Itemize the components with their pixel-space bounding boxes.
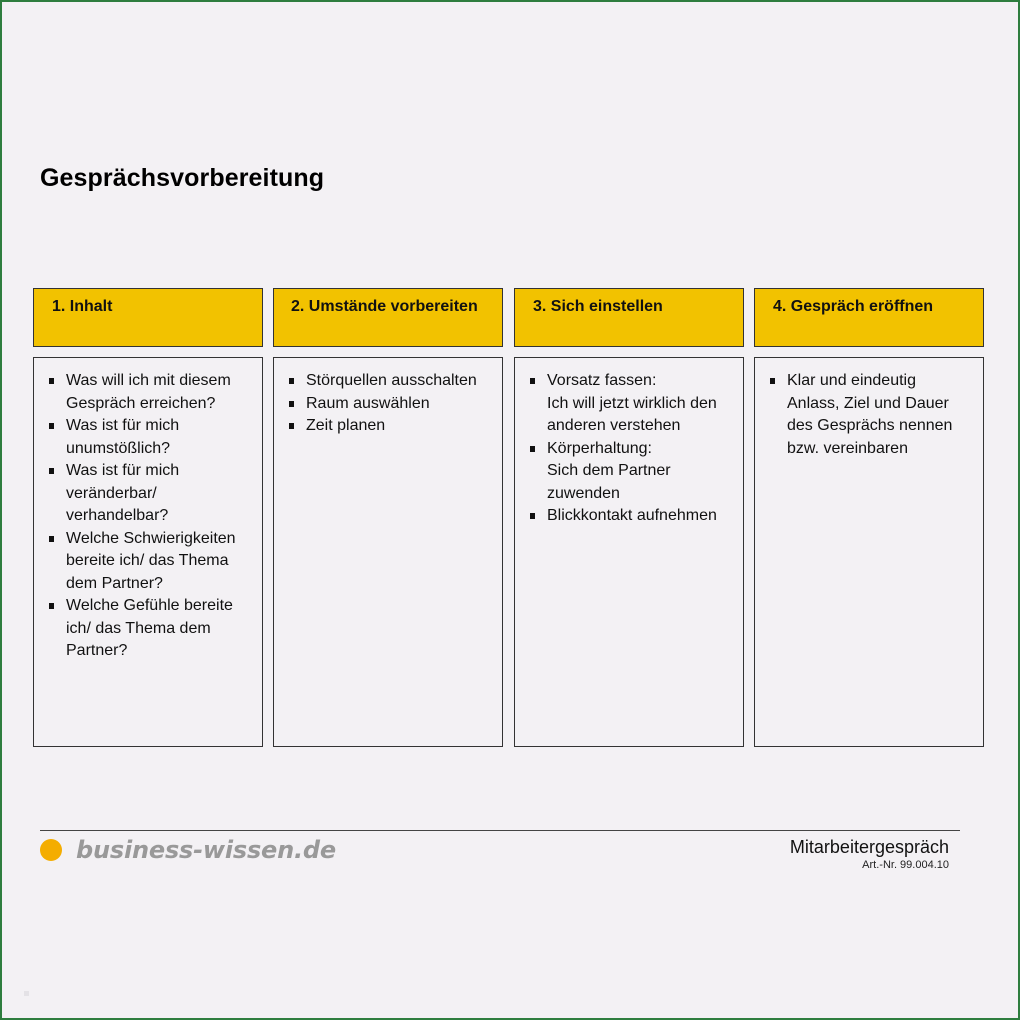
bullet-list xyxy=(46,370,252,663)
list-item: Was ist für mich unumstößlich? xyxy=(46,415,252,460)
footer-divider xyxy=(40,830,960,831)
bullet-list xyxy=(527,370,733,528)
document-name: Mitarbeitergespräch xyxy=(789,837,949,857)
column-sich-einstellen xyxy=(514,288,744,747)
list-item: Vorsatz fassen: Ich will jetzt wirklich den anderen verstehen xyxy=(527,370,733,438)
column-header: 4. Gespräch eröffnen xyxy=(754,288,984,347)
list-item: Welche Gefühle bereite ich/ das Thema dem Partner? xyxy=(46,595,252,663)
logo-dot-icon xyxy=(40,839,62,861)
article-number: Art.-Nr. 99.004.10 xyxy=(862,859,949,871)
list-item: Störquellen ausschalten xyxy=(286,370,492,393)
list-item: Blickkontakt aufnehmen xyxy=(527,505,733,528)
list-item: Was will ich mit diesem Gespräch erreichen? xyxy=(46,370,252,415)
page-title: Gesprächsvorbereitung xyxy=(40,164,325,192)
column-body xyxy=(754,357,984,747)
column-header: 3. Sich einstellen xyxy=(514,288,744,347)
brand-logo xyxy=(40,836,336,864)
column-gespraech-eroeffnen xyxy=(754,288,984,747)
list-item: Was ist für mich veränderbar/ verhandelbar? xyxy=(46,460,252,528)
list-item: Zeit planen xyxy=(286,415,492,438)
column-inhalt xyxy=(33,288,263,747)
column-body xyxy=(273,357,503,747)
column-body xyxy=(33,357,263,747)
list-item: Welche Schwierigkeiten bereite ich/ das Thema dem Partner? xyxy=(46,528,252,596)
column-header: 1. Inhalt xyxy=(33,288,263,347)
column-umstaende xyxy=(273,288,503,747)
bullet-list xyxy=(767,370,973,460)
list-item: Raum auswählen xyxy=(286,393,492,416)
bullet-list xyxy=(286,370,492,438)
column-header: 2. Umstände vorbereiten xyxy=(273,288,503,347)
scan-artifact xyxy=(24,991,29,996)
logo-text: business-wissen.de xyxy=(76,836,336,864)
column-body xyxy=(514,357,744,747)
list-item: Körperhaltung: Sich dem Partner zuwenden xyxy=(527,438,733,506)
list-item: Klar und eindeutig Anlass, Ziel und Dauer des Gesprächs nennen bzw. vereinbaren xyxy=(767,370,973,460)
